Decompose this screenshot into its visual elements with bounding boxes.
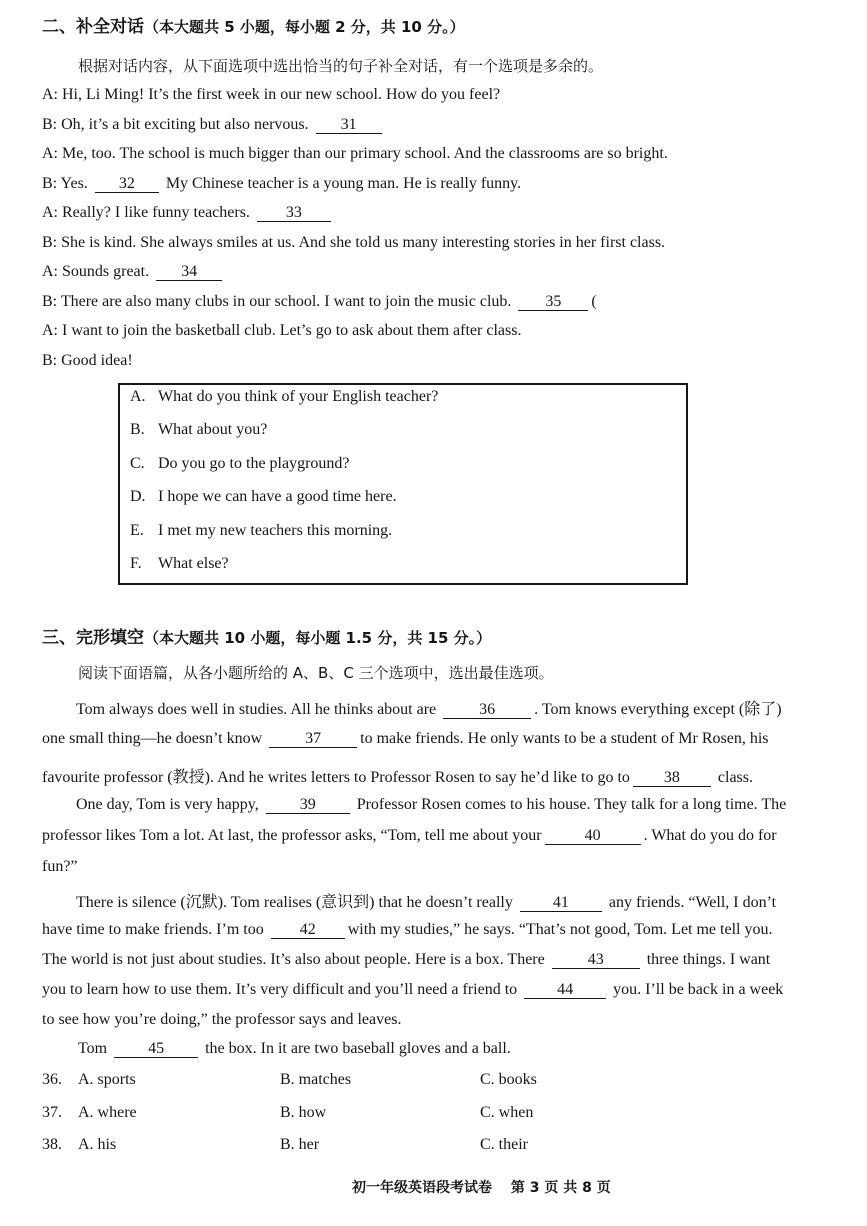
question-number: 37. xyxy=(42,1104,62,1121)
answer-blank-33[interactable]: 33 xyxy=(257,204,331,222)
answer-blank-31[interactable]: 31 xyxy=(316,116,382,134)
answer-blank-42[interactable]: 42 xyxy=(271,921,345,939)
answer-blank-35[interactable]: 35 xyxy=(518,293,588,311)
section3-title: 三、完形填空 xyxy=(42,628,144,648)
choice-a[interactable]: A. his xyxy=(78,1136,117,1153)
answer-blank-45[interactable]: 45 xyxy=(114,1040,198,1058)
answer-blank-43[interactable]: 43 xyxy=(552,951,640,969)
dialogue-line: A: Hi, Li Ming! It’s the first week in our new school. How do you feel? xyxy=(42,86,501,103)
passage-line: There is silence (沉默). Tom realises (意识到) that he doesn’t really 41 any friends. “Well, I don’t xyxy=(76,894,777,911)
dialogue-line: B: Oh, it’s a bit exciting but also nervous. 31 xyxy=(42,116,385,134)
passage-line: fun?” xyxy=(42,858,78,875)
choice-c[interactable]: C. their xyxy=(480,1136,528,1153)
section3-instruction: 阅读下面语篇，从各小题所给的 A、B、C 三个选项中，选出最佳选项。 xyxy=(78,664,554,682)
question-row xyxy=(42,1071,822,1093)
answer-blank-32[interactable]: 32 xyxy=(95,175,159,193)
dialogue-line: A: I want to join the basketball club. Let’s go to ask about them after class. xyxy=(42,322,522,339)
dialogue-line: B: Good idea! xyxy=(42,352,133,369)
choice-b[interactable]: B. matches xyxy=(280,1071,352,1088)
section2-note: （本大题共 5 小题，每小题 2 分，共 10 分。） xyxy=(144,18,465,36)
choice-c[interactable]: C. books xyxy=(480,1071,537,1088)
question-row xyxy=(42,1136,822,1158)
exam-title: 初一年级英语段考试卷 xyxy=(352,1180,492,1196)
passage-line: Tom always does well in studies. All he thinks about are 36 . Tom knows everything except (除了) xyxy=(76,701,782,718)
dialogue-line: B: There are also many clubs in our school. I want to join the music club. 35 ( xyxy=(42,293,597,310)
passage-line: you to learn how to use them. It’s very difficult and you’ll need a friend to 44 you. I’ll be back in a week xyxy=(42,981,784,998)
choice-c[interactable]: C. when xyxy=(480,1104,534,1121)
question-number: 38. xyxy=(42,1136,62,1153)
passage-line: have time to make friends. I’m too 42 with my studies,” he says. “That’s not good, Tom. Let me tell you. xyxy=(42,921,773,938)
section2-instruction: 根据对话内容，从下面选项中选出恰当的句子补全对话，有一个选项是多余的。 xyxy=(78,57,604,75)
answer-blank-36[interactable]: 36 xyxy=(443,701,531,719)
dialogue-line: B: She is kind. She always smiles at us. And she told us many interesting stories in her first class. xyxy=(42,234,666,251)
answer-blank-39[interactable]: 39 xyxy=(266,796,350,814)
choice-a[interactable]: A. sports xyxy=(78,1071,136,1088)
option-f: F. What else? xyxy=(130,555,229,572)
option-e: E. I met my new teachers this morning. xyxy=(130,522,393,539)
section3-note: （本大题共 10 小题，每小题 1.5 分，共 15 分。） xyxy=(144,629,492,647)
passage-line: One day, Tom is very happy, 39 Professor Rosen comes to his house. They talk for a long time. The xyxy=(76,796,787,813)
dialogue-line: A: Really? I like funny teachers. 33 xyxy=(42,204,334,222)
page-number: 第 3 页 共 8 页 xyxy=(510,1180,611,1196)
question-number: 36. xyxy=(42,1071,62,1088)
choice-a[interactable]: A. where xyxy=(78,1104,137,1121)
passage-line: Tom 45 the box. In it are two baseball gloves and a ball. xyxy=(78,1040,511,1057)
option-d: D. I hope we can have a good time here. xyxy=(130,488,397,505)
answer-blank-37[interactable]: 37 xyxy=(269,730,357,748)
section2-heading xyxy=(42,12,465,37)
passage-line: professor likes Tom a lot. At last, the professor asks, “Tom, tell me about your 40 . What do you do for xyxy=(42,827,777,844)
passage-line: one small thing—he doesn’t know 37 to make friends. He only wants to be a student of Mr Rosen, his xyxy=(42,730,769,747)
dialogue-line: A: Me, too. The school is much bigger than our primary school. And the classrooms are so bright. xyxy=(42,145,668,162)
passage-line: favourite professor (教授). And he writes letters to Professor Rosen to say he’d like to go to 38 class. xyxy=(42,769,753,786)
choice-b[interactable]: B. how xyxy=(280,1104,327,1121)
stray-mark: ( xyxy=(591,293,597,310)
answer-blank-38[interactable]: 38 xyxy=(633,769,711,787)
passage-line: to see how you’re doing,” the professor says and leaves. xyxy=(42,1011,402,1028)
dialogue-line: A: Sounds great. 34 xyxy=(42,263,225,281)
passage-line: The world is not just about studies. It’s also about people. Here is a box. There 43 three things. I want xyxy=(42,951,771,968)
option-a: A. What do you think of your English teacher? xyxy=(130,388,439,405)
page-footer xyxy=(352,1177,611,1197)
options-box xyxy=(118,383,688,585)
section3-heading xyxy=(42,623,491,648)
dialogue-line: B: Yes. 32 My Chinese teacher is a young man. He is really funny. xyxy=(42,175,522,192)
answer-blank-41[interactable]: 41 xyxy=(520,894,602,912)
answer-blank-40[interactable]: 40 xyxy=(545,827,641,845)
answer-blank-34[interactable]: 34 xyxy=(156,263,222,281)
answer-blank-44[interactable]: 44 xyxy=(524,981,606,999)
choice-b[interactable]: B. her xyxy=(280,1136,320,1153)
section2-title: 二、补全对话 xyxy=(42,17,144,37)
question-row xyxy=(42,1104,822,1126)
option-c: C. Do you go to the playground? xyxy=(130,455,350,472)
option-b: B. What about you? xyxy=(130,421,268,438)
